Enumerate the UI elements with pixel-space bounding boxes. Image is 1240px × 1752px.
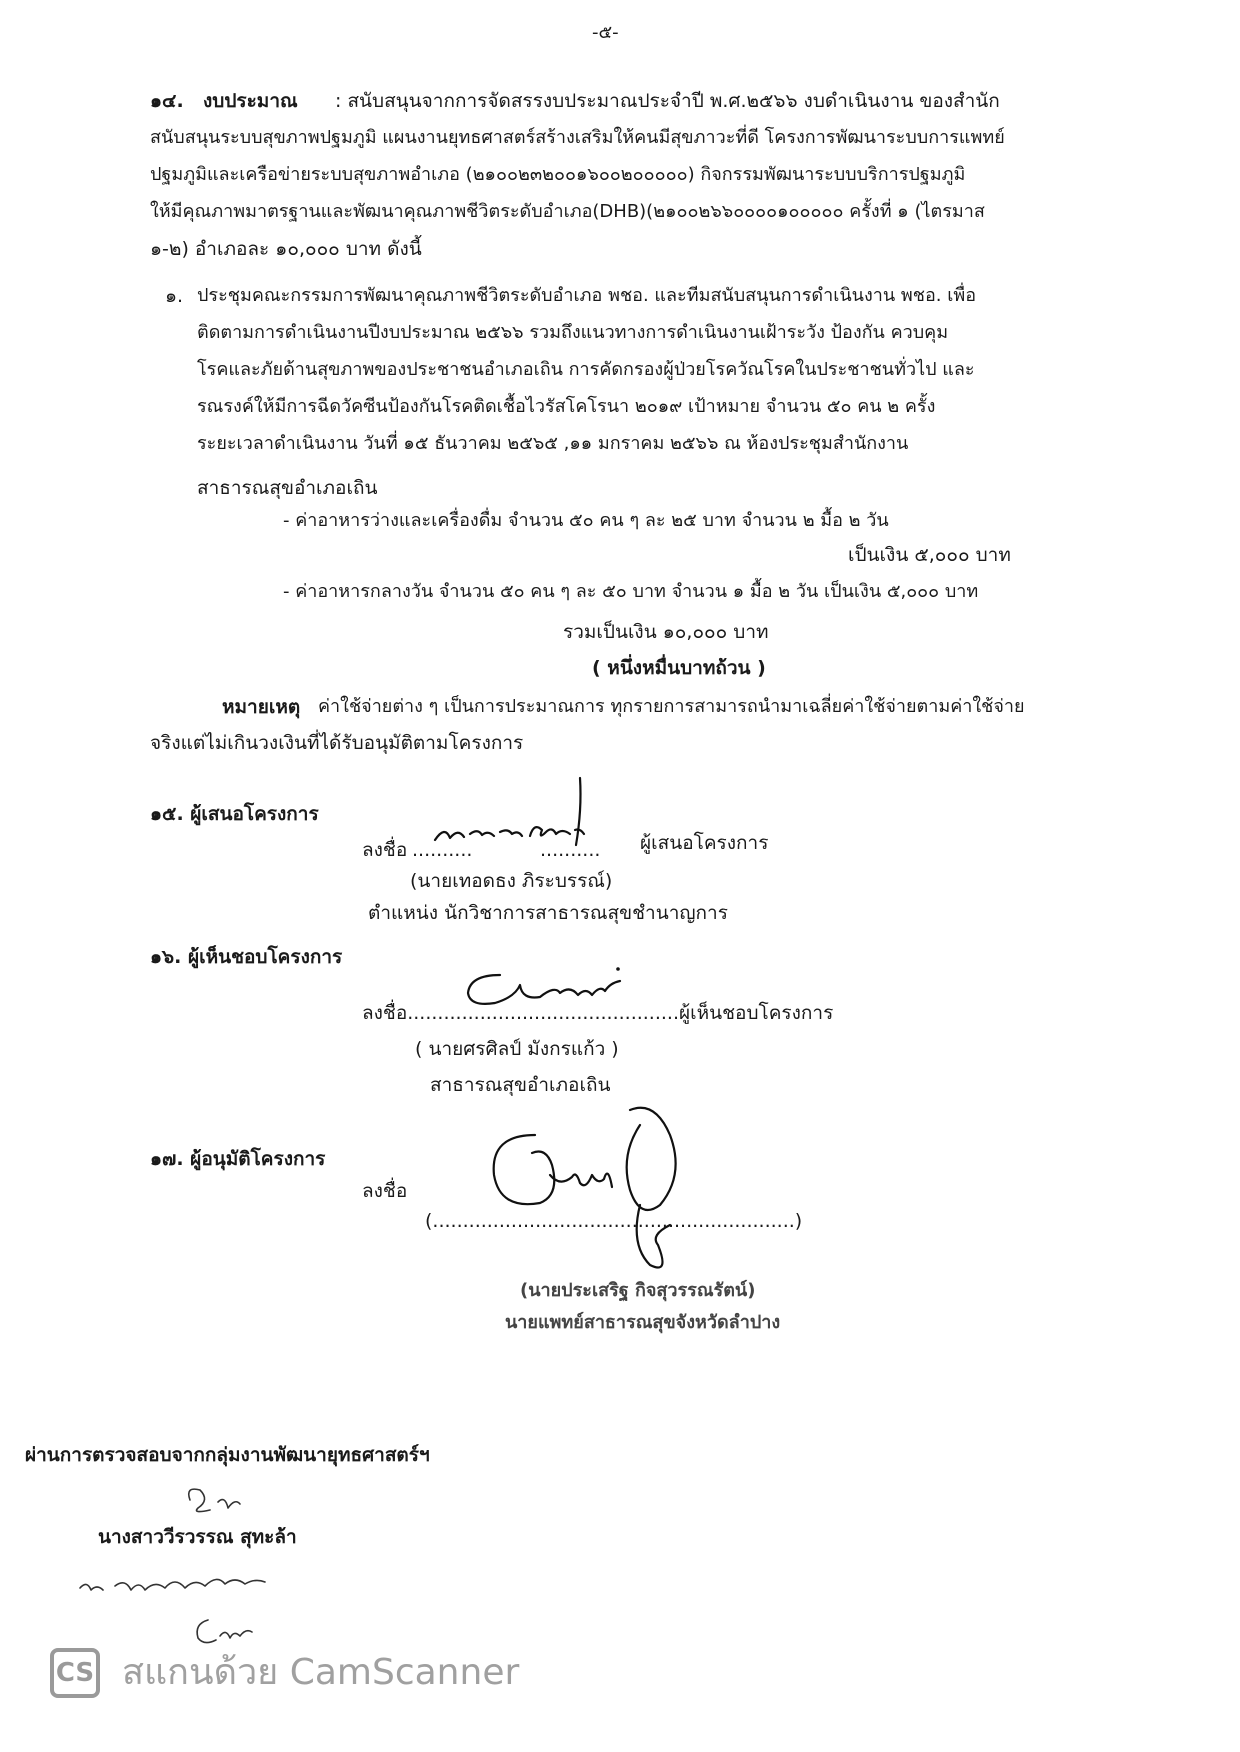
- section16-name: ( นายศรศิลป์ มังกรแก้ว ): [415, 1038, 619, 1060]
- section16-sign-line: ลงชื่อ.............................................ผู้เห็นชอบโครงการ: [362, 1002, 834, 1024]
- section16-heading: ๑๖. ผู้เห็นชอบโครงการ: [150, 946, 343, 968]
- section14-line-4: ให้มีคุณภาพมาตรฐานและพัฒนาคุณภาพชีวิตระดับอำเภอ(DHB)(๒๑๐๐๒๖๖๐๐๐๐๑๐๐๐๐๐ ครั้งที่ ๑ (ไตรมาส: [150, 201, 985, 222]
- note-line-1: ค่าใช้จ่ายต่าง ๆ เป็นการประมาณการ ทุกรายการสามารถนำมาเฉลี่ยค่าใช้จ่ายตามค่าใช้จ่าย: [318, 696, 1025, 717]
- page-number: -๕-: [592, 22, 619, 43]
- section17-heading: ๑๗. ผู้อนุมัติโครงการ: [150, 1148, 326, 1170]
- cost-snack-line: - ค่าอาหารว่างและเครื่องดื่ม จำนวน ๕๐ คน ๆ ละ ๒๕ บาท จำนวน ๒ มื้อ ๒ วัน: [283, 510, 889, 531]
- item1-number: ๑.: [165, 285, 184, 307]
- section14-line-1: : สนับสนุนจากการจัดสรรงบประมาณประจำปี พ.ศ.๒๕๖๖ งบดำเนินงาน ของสำนัก: [335, 90, 1000, 112]
- cost-lunch-line: - ค่าอาหารกลางวัน จำนวน ๕๐ คน ๆ ละ ๕๐ บาท จำนวน ๑ มื้อ ๒ วัน เป็นเงิน ๕,๐๐๐ บาท: [283, 581, 979, 602]
- proposer-signature: [430, 770, 630, 850]
- section14-line-3: ปฐมภูมิและเครือข่ายระบบสุขภาพอำเภอ (๒๑๐๐๒๓๒๐๐๑๖๐๐๒๐๐๐๐๐) กิจกรรมพัฒนาระบบบริการปฐมภูมิ: [150, 164, 966, 185]
- section14-line-5: ๑-๒) อำเภอละ ๑๐,๐๐๐ บาท ดังนี้: [150, 238, 422, 260]
- item1-line-2: ติดตามการดำเนินงานปีงบประมาณ ๒๕๖๖ รวมถึงแนวทางการดำเนินงานเฝ้าระวัง ป้องกัน ควบคุม: [197, 322, 949, 343]
- review-heading: ผ่านการตรวจสอบจากกลุ่มงานพัฒนายุทธศาสตร์ฯ: [25, 1444, 430, 1466]
- section15-sign-role: ผู้เสนอโครงการ: [640, 832, 769, 854]
- section15-sign-prefix: ลงชื่อ: [362, 839, 408, 861]
- reviewer-name: นางสาววีรวรรณ สุทะล้า: [98, 1526, 297, 1548]
- item1-line-3: โรคและภัยด้านสุขภาพของประชาชนอำเภอเถิน การคัดกรองผู้ป่วยโรควัณโรคในประชาชนทั่วไป และ: [197, 359, 975, 380]
- section15-sign-dots-b: ..........: [540, 839, 601, 861]
- note-label: หมายเหตุ: [222, 696, 301, 718]
- total-amount: รวมเป็นเงิน ๑๐,๐๐๐ บาท: [563, 621, 769, 643]
- handwritten-note: [75, 1560, 275, 1610]
- cost-snack-amount: เป็นเงิน ๕,๐๐๐ บาท: [848, 544, 1011, 566]
- section14-number: ๑๔.: [150, 90, 184, 112]
- handwritten-initial: [190, 1610, 260, 1650]
- section14-line-2: สนับสนุนระบบสุขภาพปฐมภูมิ แผนงานยุทธศาสตร์สร้างเสริมให้คนมีสุขภาวะที่ดี โครงการพัฒนาระบบการแพทย์: [150, 127, 1005, 148]
- section15-name: (นายเทอดธง ภิระบรรณ์): [410, 870, 613, 892]
- section15-position: ตำแหน่ง นักวิชาการสาธารณสุขชำนาญการ: [368, 902, 728, 924]
- camscanner-watermark: สแกนด้วย CamScanner: [122, 1652, 520, 1693]
- note-line-2: จริงแต่ไม่เกินวงเงินที่ได้รับอนุมัติตามโครงการ: [150, 732, 524, 754]
- item1-line-4: รณรงค์ให้มีการฉีดวัคซีนป้องกันโรคติดเชื้อไวรัสโคโรนา ๒๐๑๙ เป้าหมาย จำนวน ๕๐ คน ๒ ครั้ง: [197, 396, 936, 417]
- total-in-words: ( หนึ่งหมื่นบาทถ้วน ): [592, 657, 766, 679]
- section15-sign-dots-a: ..........: [412, 839, 473, 861]
- section17-sign-prefix: ลงชื่อ: [362, 1180, 408, 1202]
- section14-title: งบประมาณ: [203, 90, 298, 112]
- item1-line-6: สาธารณสุขอำเภอเถิน: [197, 477, 378, 499]
- section15-heading: ๑๕. ผู้เสนอโครงการ: [150, 803, 319, 825]
- item1-line-1: ประชุมคณะกรรมการพัฒนาคุณภาพชีวิตระดับอำเภอ พชอ. และทีมสนับสนุนการดำเนินงาน พชอ. เพื่อ: [197, 285, 977, 306]
- reviewer-initial: [180, 1480, 250, 1520]
- section17-position: นายแพทย์สาธารณสุขจังหวัดลำปาง: [505, 1312, 781, 1333]
- approver-signature: [480, 1095, 710, 1295]
- section17-name-line: (............................................................): [425, 1210, 803, 1232]
- section17-name: (นายประเสริฐ กิจสุวรรณรัตน์): [520, 1280, 756, 1301]
- item1-line-5: ระยะเวลาดำเนินงาน วันที่ ๑๕ ธันวาคม ๒๕๖๕ ,๑๑ มกราคม ๒๕๖๖ ณ ห้องประชุมสำนักงาน: [197, 433, 909, 454]
- section16-position: สาธารณสุขอำเภอเถิน: [430, 1074, 611, 1096]
- camscanner-logo: CS: [50, 1648, 100, 1698]
